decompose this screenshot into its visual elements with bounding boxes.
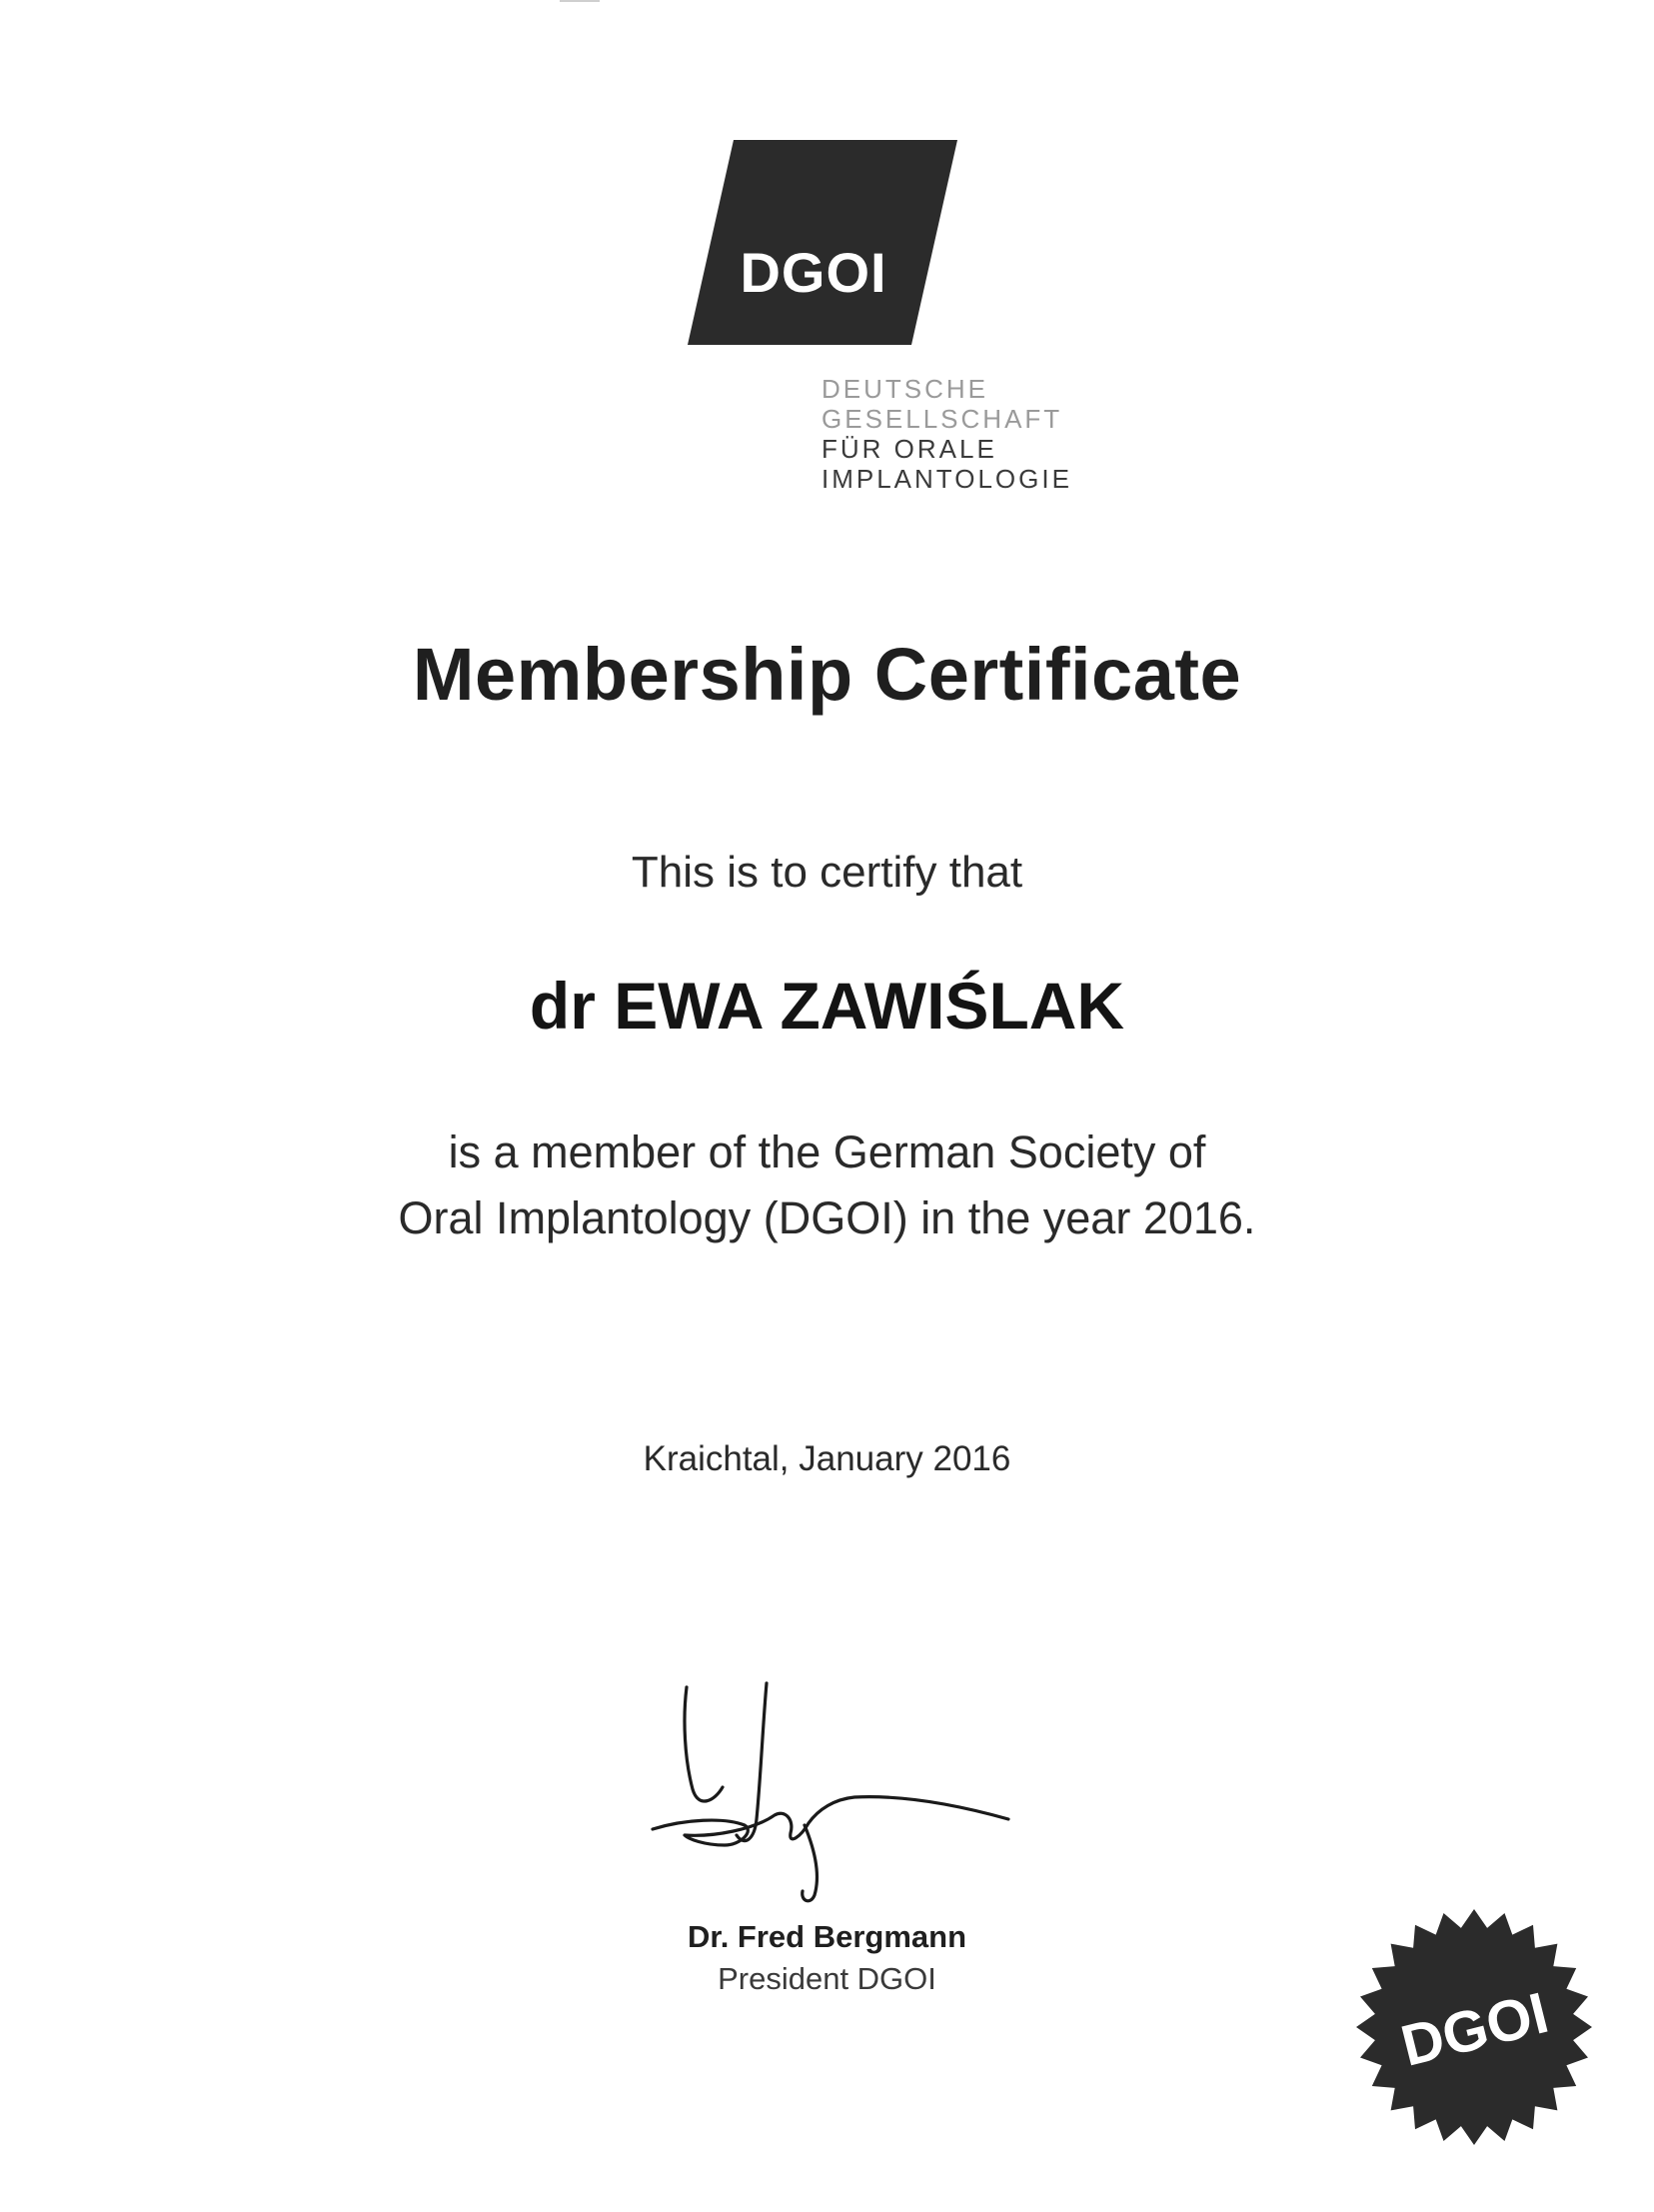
signer-name: Dr. Fred Bergmann (687, 1919, 967, 1954)
handwritten-signature-icon (645, 1669, 1014, 1909)
organization-name (822, 374, 1072, 494)
certificate-title: Membership Certificate (412, 633, 1242, 716)
org-line-3: FÜR ORALE (822, 434, 997, 464)
statement-line-1: is a member of the German Society of (448, 1126, 1206, 1177)
member-name: dr EWA ZAWIŚLAK (529, 969, 1125, 1043)
statement-line-2: Oral Implantology (DGOI) in the year 2016. (398, 1192, 1256, 1243)
seal-text: DGOI (1394, 1979, 1555, 2079)
org-line-1: DEUTSCHE (822, 374, 989, 404)
dgoi-seal-icon (1354, 1907, 1594, 2147)
membership-statement (0, 1119, 1654, 1251)
place-date: Kraichtal, January 2016 (643, 1439, 1011, 1478)
certify-intro: This is to certify that (631, 848, 1023, 897)
signer-role: President DGOI (718, 1961, 936, 1996)
logo-text: DGOI (740, 241, 887, 304)
org-line-2: GESELLSCHAFT (822, 404, 1063, 434)
org-line-4: IMPLANTOLOGIE (822, 464, 1072, 494)
dgoi-logo-icon (688, 140, 957, 345)
scan-mark (560, 0, 600, 2)
